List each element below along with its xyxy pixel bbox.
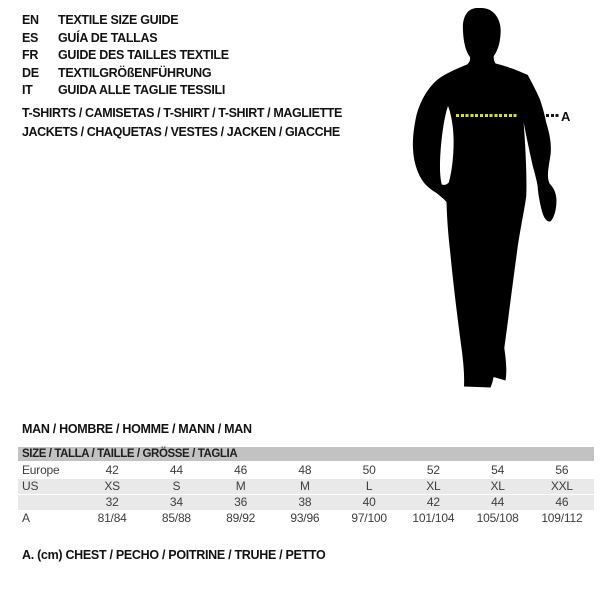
- table-cell: XS: [104, 479, 120, 493]
- table-row-label: US: [22, 479, 39, 493]
- table-cell: 38: [298, 495, 312, 509]
- language-code: EN: [22, 13, 39, 27]
- size-table-body: [18, 463, 594, 527]
- language-code: FR: [22, 48, 39, 62]
- language-list: [22, 12, 229, 100]
- table-cell: 81/84: [97, 511, 127, 525]
- table-cell: 52: [426, 463, 440, 477]
- table-cell: 44: [491, 495, 505, 509]
- section-title-man: MAN / HOMBRE / HOMME / MANN / MAN: [22, 422, 252, 436]
- language-row: [22, 30, 229, 48]
- table-cell: S: [172, 479, 181, 493]
- language-title: TEXTILGRÖßENFÜHRUNG: [58, 65, 212, 80]
- table-cell: 46: [234, 463, 248, 477]
- table-row-label: [18, 495, 80, 510]
- table-cell: 101/104: [412, 511, 455, 525]
- table-row: [18, 479, 594, 495]
- language-code: ES: [22, 30, 39, 45]
- category-lines: [22, 104, 342, 141]
- table-cell: 109/112: [541, 511, 583, 525]
- table-cell: 40: [362, 495, 376, 509]
- table-cell: 32: [105, 495, 119, 509]
- table-cell: L: [365, 479, 373, 493]
- chest-measure-line-on-body: [456, 114, 518, 117]
- table-row: [18, 495, 594, 511]
- table-cell: 97/100: [351, 511, 387, 525]
- table-cell: 42: [426, 495, 440, 509]
- language-row: [22, 65, 229, 83]
- table-cell: XXL: [550, 479, 573, 493]
- measurement-legend: A. (cm) CHEST / PECHO / POITRINE / TRUHE / PETTO: [22, 548, 326, 562]
- language-title: GUÍA DE TALLAS: [58, 30, 158, 45]
- size-table: [18, 447, 594, 527]
- language-title: TEXTILE SIZE GUIDE: [58, 13, 179, 27]
- table-row-label: A: [22, 511, 30, 525]
- table-cell: 36: [234, 495, 248, 509]
- table-cell: 44: [169, 463, 183, 477]
- table-cell: 93/96: [290, 511, 320, 525]
- size-table-header: SIZE / TALLA / TAILLE / GRÖSSE / TAGLIA: [18, 447, 594, 461]
- table-cell: 56: [555, 463, 569, 477]
- language-row: [22, 12, 229, 30]
- table-row-label: Europe: [22, 463, 60, 477]
- table-cell: M: [299, 479, 310, 493]
- table-cell: 46: [555, 495, 569, 509]
- language-title: GUIDA ALLE TAGLIE TESSILI: [58, 83, 226, 97]
- table-row: [18, 511, 594, 527]
- language-title: GUIDE DES TAILLES TEXTILE: [58, 48, 229, 62]
- language-row: [22, 47, 229, 65]
- table-cell: 105/108: [476, 511, 519, 525]
- table-cell: 34: [169, 495, 183, 509]
- language-code: DE: [22, 65, 39, 80]
- table-cell: 50: [362, 463, 376, 477]
- table-cell: M: [235, 479, 246, 493]
- category-line-jackets: JACKETS / CHAQUETAS / VESTES / JACKEN / GIACCHE: [22, 124, 340, 139]
- category-line-tshirts: T-SHIRTS / CAMISETAS / T-SHIRT / T-SHIRT / MAGLIETTE: [22, 106, 342, 120]
- table-cell: 54: [491, 463, 505, 477]
- table-cell: XL: [426, 479, 441, 493]
- table-cell: 85/88: [161, 511, 191, 525]
- table-row: [18, 463, 594, 479]
- man-silhouette-path: [413, 8, 557, 388]
- language-row: [22, 82, 229, 100]
- table-cell: 89/92: [226, 511, 256, 525]
- chest-measure-line-leader: [546, 114, 560, 117]
- table-cell: XL: [490, 479, 505, 493]
- table-cell: 48: [298, 463, 312, 477]
- measurement-label-a: A: [561, 109, 571, 124]
- language-code: IT: [22, 83, 33, 97]
- table-cell: 42: [105, 463, 119, 477]
- man-silhouette: [405, 5, 565, 390]
